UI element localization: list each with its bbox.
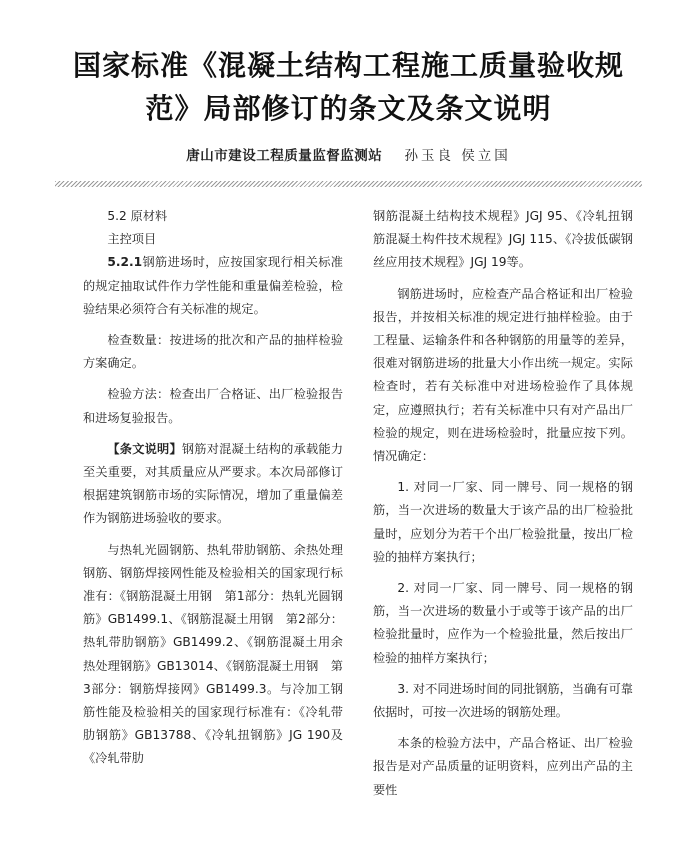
clause-note-text: 钢筋对混凝土结构的承载能力至关重要，对其质量应从严要求。本次局部修订根据建筑钢筋市场的实际情况，增加了重量偏差作为钢筋进场验收的要求。 bbox=[83, 441, 344, 526]
method-paragraph: 本条的检验方法中，产品合格证、出厂检验报告是对产品质量的证明资料，应列出产品的主要性 bbox=[373, 736, 633, 797]
inspection-method-text: 检查出厂合格证、出厂检验报告和进场复验报告。 bbox=[83, 387, 344, 425]
inspection-method bbox=[83, 383, 343, 429]
inspection-method-label: 检验方法： bbox=[107, 387, 170, 402]
byline bbox=[0, 144, 697, 164]
left-column bbox=[83, 205, 343, 779]
clause-note bbox=[83, 438, 343, 531]
title-line-2: 范》局部修订的条文及条文说明 bbox=[145, 92, 552, 125]
authors: 孙玉良 侯立国 bbox=[404, 148, 511, 164]
institution: 唐山市建设工程质量监督监测站 bbox=[186, 148, 383, 164]
hatched-divider bbox=[55, 181, 642, 187]
clause-note-label: 【条文说明】 bbox=[107, 441, 182, 456]
rule-item-3: 3. 对不同进场时间的同批钢筋，当确有可靠依据时，可按一次进场的钢筋处理。 bbox=[373, 681, 633, 720]
right-column bbox=[373, 205, 633, 810]
section-heading: 5.2 原材料 bbox=[107, 209, 168, 223]
inspection-quantity bbox=[83, 329, 343, 375]
entry-inspection-paragraph: 钢筋进场时，应检查产品合格证和出厂检验报告，并按相关标准的规定进行抽样检验。由于工程量、运输条件和各种钢筋的用量等的差异，很难对钢筋进场的批量大小作出统一规定。实际检查时，若有关标准中对进场检验作了具体规定，应遵照执行；若有关标准中只有对产品出厂检验的规定，则在进场检验时，批量应按下列。情况确定： bbox=[373, 286, 633, 464]
article-title bbox=[40, 44, 657, 130]
standards-paragraph: 与热轧光圆钢筋、热轧带肋钢筋、余热处理钢筋、钢筋焊接网性能及检验相关的国家现行标准有：《钢筋混凝土用钢 第1部分：热轧光圆钢筋》GB1499.1、《钢筋混凝土用钢 第2部分：热轧带肋钢筋》GB1499.2、《钢筋混凝土用余热处理钢筋》GB13014、《钢筋混凝土用钢 第3部分：钢筋焊接网》GB1499.3。与冷加工钢筋性能及检验相关的国家现行标准有：《冷轧带肋钢筋》GB13788、《冷轧扭钢筋》JG 190及《冷轧带肋 bbox=[83, 542, 343, 766]
rule-item-1: 1. 对同一厂家、同一牌号、同一规格的钢筋，当一次进场的数量大于该产品的出厂检验批量时，应划分为若干个出厂检验批量，按出厂检验的抽样方案执行； bbox=[373, 480, 633, 564]
title-line-1: 国家标准《混凝土结构工程施工质量验收规 bbox=[72, 49, 624, 82]
inspection-quantity-text: 按进场的批次和产品的抽样检验方案确定。 bbox=[83, 333, 344, 371]
standards-continuation: 钢筋混凝土结构技术规程》JGJ 95、《冷轧扭钢筋混凝土构件技术规程》JGJ 115、《冷拔低碳钢丝应用技术规程》JGJ 19等。 bbox=[373, 209, 633, 270]
clause-text: 钢筋进场时，应按国家现行相关标准的规定抽取试件作力学性能和重量偏差检验，检验结果必须符合有关标准的规定。 bbox=[83, 255, 343, 316]
rule-item-2: 2. 对同一厂家、同一牌号、同一规格的钢筋，当一次进场的数量小于或等于该产品的出厂检验批量时，应作为一个检验批量，然后按出厂检验的抽样方案执行； bbox=[373, 581, 633, 665]
subsection-heading: 主控项目 bbox=[107, 232, 157, 247]
inspection-quantity-label: 检查数量： bbox=[107, 333, 170, 348]
clause-5-2-1 bbox=[83, 251, 343, 321]
clause-number: 5.2.1 bbox=[107, 255, 143, 270]
